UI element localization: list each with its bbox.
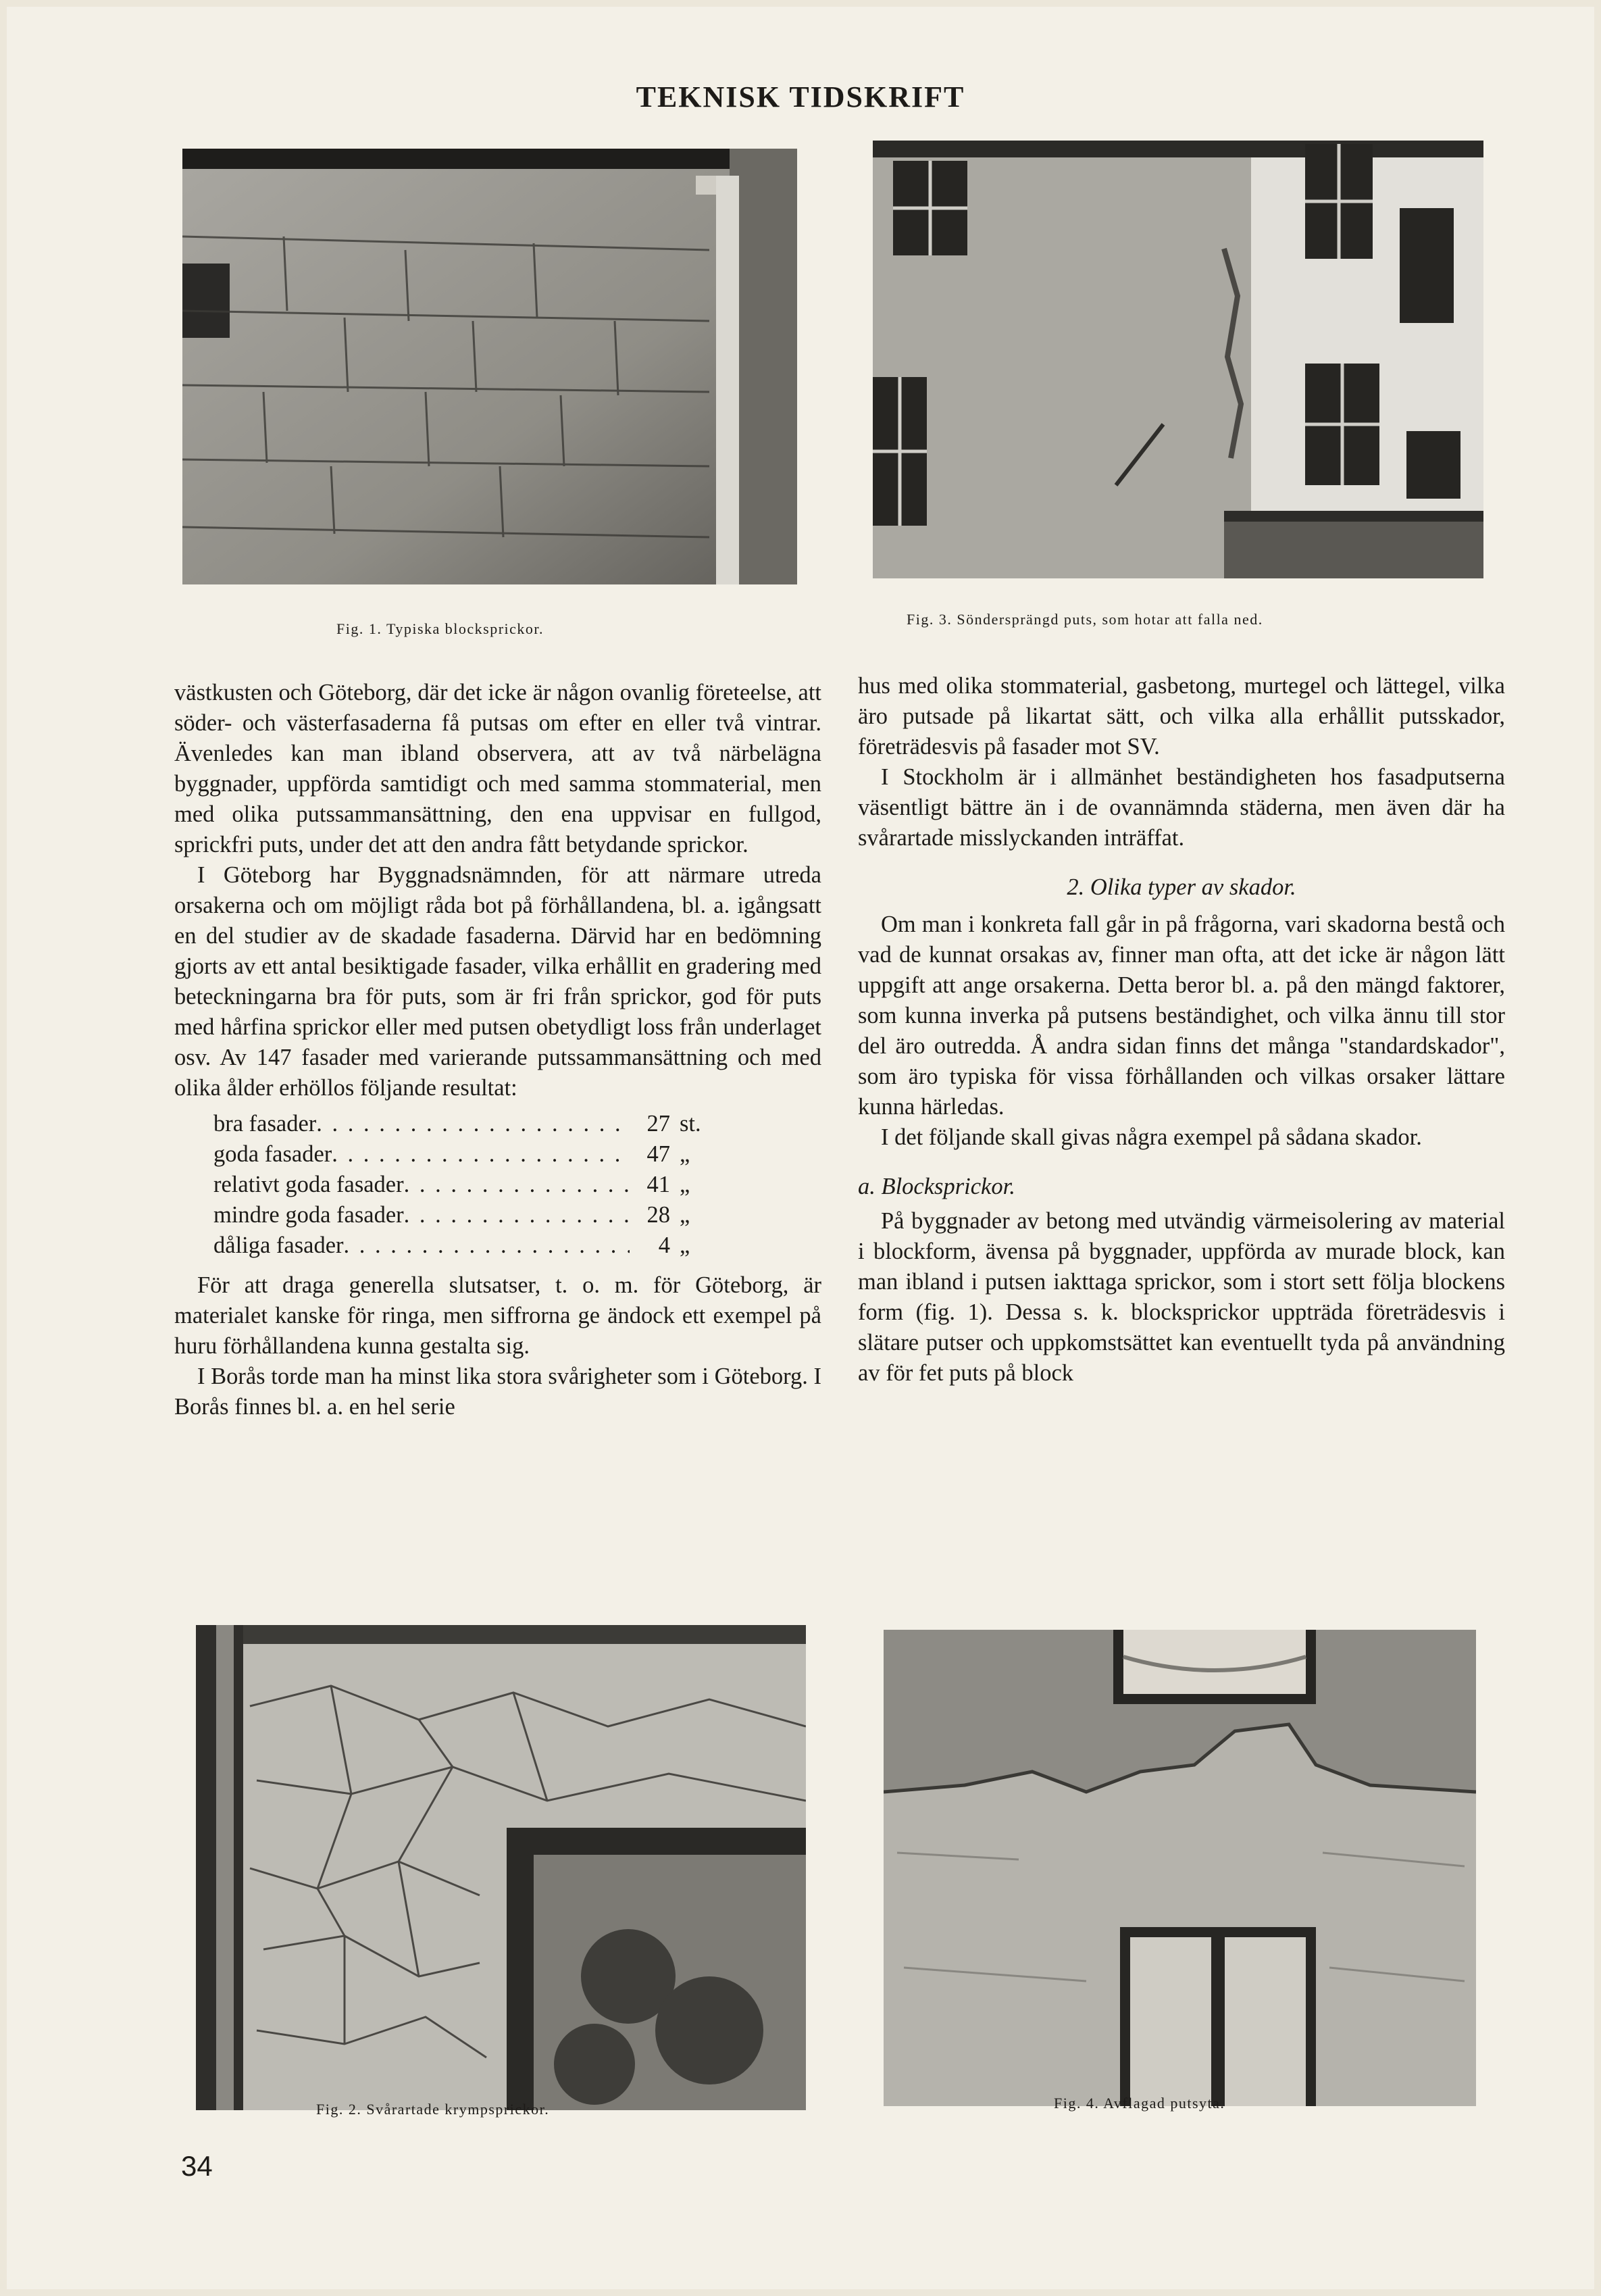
spalled-plaster-facade-image (873, 141, 1483, 578)
subsection-heading: a. Blocksprickor. (858, 1174, 1015, 1199)
page-number: 34 (181, 2150, 213, 2182)
results-value: 27 (646, 1111, 670, 1137)
paragraph: Om man i konkreta fall går in på frågorna, vari skadorna bestå och vad de kunnat orsakas av, finner man ofta, att det icke är någon lätt uppgift att ange orsakerna. Detta beror bl. a. på den mängd faktorer, som kunna inverka på putsens beständighet, och vilka ännu till stor del äro outredda. Å andra sidan finns det många "standardskador", som äro typiska för vissa förhållanden och vilkas orsaker lättare kunna härledas. (858, 912, 1505, 1120)
figure-3-photo (873, 141, 1483, 578)
figure-1-photo (182, 149, 797, 584)
right-text-column (858, 671, 1505, 1389)
results-row (213, 1230, 727, 1261)
paragraph: I Stockholm är i allmänhet beständigheten hos fasadputserna väsentligt bättre än i de ovannämnda städerna, men även där ha svårartade misslyckanden inträffat. (858, 764, 1505, 851)
paragraph: I Borås torde man ha minst lika stora svårigheter som i Göteborg. I Borås finnes bl. a. en hel serie (174, 1364, 821, 1420)
paragraph: I Göteborg har Byggnadsnämnden, för att närmare utreda orsakerna och om möjligt råda bot på förhållandena, bl. a. igångsatt en del studier av de skadade fasaderna. Därvid har en bedömning gjorts av ett antal besiktigade fasader, vilka erhållit en gradering med beteckningarna bra för puts, som är fri från sprickor, god för puts med hårfina sprickor eller med putsen obetydligt loss från underlaget osv. Av 147 fasader med varierande putssammansättning och med olika ålder erhöllos följande resultat: (174, 862, 821, 1101)
results-unit: „ (680, 1232, 690, 1258)
figure-2-photo (196, 1625, 806, 2110)
block-crack-wall-image (182, 149, 797, 584)
results-table (213, 1109, 727, 1261)
results-value: 4 (658, 1232, 670, 1258)
results-unit: „ (680, 1202, 690, 1228)
results-label: bra fasader (213, 1111, 317, 1137)
results-value: 47 (646, 1141, 670, 1167)
flaked-plaster-wall-image (884, 1630, 1476, 2106)
figure-4-caption: Fig. 4. Avflagad putsyta. (1054, 2095, 1225, 2112)
figure-3-caption: Fig. 3. Söndersprängd puts, som hotar att falla ned. (907, 611, 1263, 628)
left-text-column (174, 678, 821, 1422)
results-row (213, 1139, 727, 1170)
paragraph: På byggnader av betong med utvändig värmeisolering av material i blockform, ävensa på byggnader, uppförda av murade block, kan man ibland i putsen iakttaga sprickor, som i stort sett följa blockens form (fig. 1). Dessa s. k. blocksprickor uppträda företrädesvis i slätare putser och uppkomstsättet kan eventuellt tyda på användning av för fet puts på block (858, 1208, 1505, 1386)
results-unit: st. (680, 1111, 701, 1137)
section-heading: 2. Olika typer av skador. (1067, 874, 1296, 900)
paragraph: hus med olika stommaterial, gasbetong, murtegel och lättegel, vilka äro putsade på likartat sätt, och vilka alla erhållit putsskador, företrädesvis på fasader mot SV. (858, 673, 1505, 759)
results-label: mindre goda fasader (213, 1202, 404, 1228)
results-unit: „ (680, 1172, 690, 1197)
running-title: TEKNISK TIDSKRIFT (636, 80, 965, 114)
results-row (213, 1170, 727, 1200)
results-label: relativt goda fasader (213, 1172, 404, 1197)
paragraph: För att draga generella slutsatser, t. o. m. för Göteborg, är materialet kanske för ringa, men siffrorna ge ändock ett exempel på huru förhållandena kunna gestalta sig. (174, 1272, 821, 1359)
figure-2-caption: Fig. 2. Svårartade krympsprickor. (316, 2101, 550, 2118)
shrinkage-crack-wall-image (196, 1625, 806, 2110)
results-label: dåliga fasader (213, 1232, 344, 1258)
results-value: 28 (646, 1202, 670, 1228)
figure-1-caption: Fig. 1. Typiska blocksprickor. (336, 620, 544, 637)
results-row (213, 1200, 727, 1230)
paragraph: västkusten och Göteborg, där det icke är någon ovanlig företeelse, att söder- och västerfasaderna få putsas om efter en eller två vintrar. Ävenledes kan man ibland observera, att av två närbelägna byggnader, uppförda samtidigt och med samma stommaterial, men med olika putssammansättning, den ena uppvisar en fullgod, sprickfri puts, under det att den andra fått betydande sprickor. (174, 680, 821, 857)
results-unit: „ (680, 1141, 690, 1167)
results-value: 41 (646, 1172, 670, 1197)
figure-4-photo (884, 1630, 1476, 2106)
results-row (213, 1109, 727, 1139)
paragraph: I det följande skall givas några exempel på sådana skador. (881, 1124, 1422, 1150)
results-label: goda fasader (213, 1141, 332, 1167)
